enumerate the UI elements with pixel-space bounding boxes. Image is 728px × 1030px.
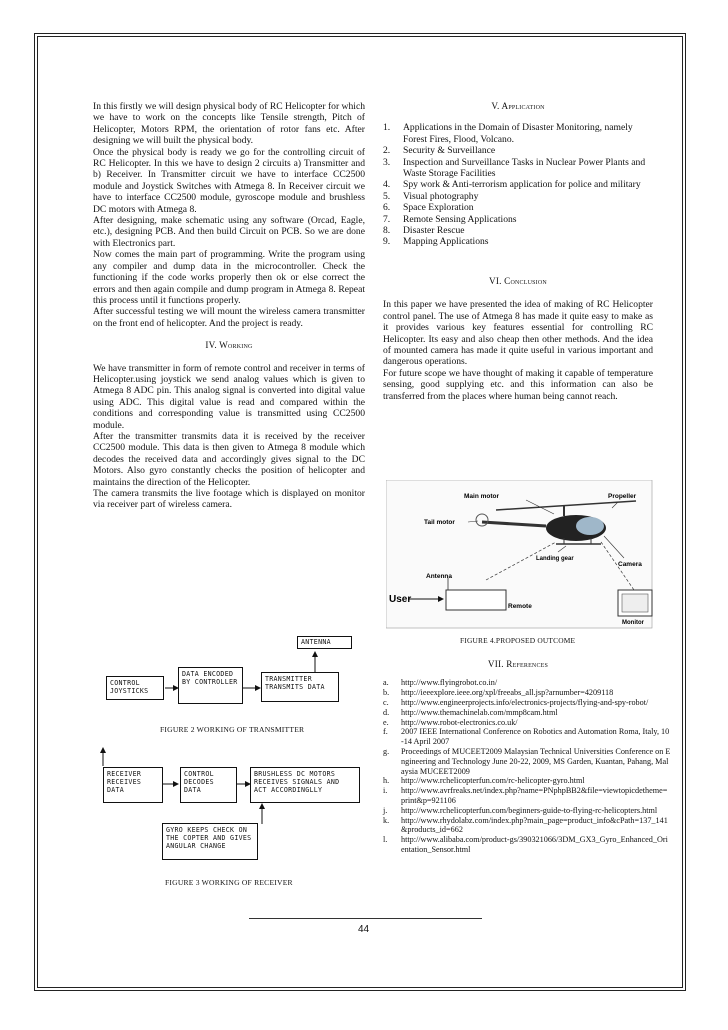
label-remote: Remote: [508, 603, 532, 610]
list-item: 9. Mapping Applications: [383, 236, 489, 248]
section-heading-application: V. Application: [491, 101, 545, 111]
label-propeller: Propeller: [608, 493, 637, 500]
receiver-box: RECEIVER RECEIVES DATA: [103, 767, 163, 803]
body-paragraph: In this firstly we will design physical body of RC Helicopter for which we have to work on the concepts like Tensile strength, Pitch of Helicopter, Motors RPM, the orientation of rotor fans etc. After designing we will built the physical body.: [93, 101, 365, 147]
gyro-box: GYRO KEEPS CHECK ON THE COPTER AND GIVES ANGULAR CHANGE: [162, 823, 258, 860]
label-main-motor: Main motor: [464, 493, 500, 500]
figure4-proposed-outcome: [386, 480, 654, 630]
body-paragraph: In this paper we have presented the idea of making of RC Helicopter control panel. The use of Atmega 8 has made it quite easy to make as it provides various key features essential for controlling RC Helicopter. Its easy and also cheap then other methods. And the idea of mounted camera has made it quite useful in various important and dangerous operations.: [383, 299, 653, 368]
figure3-caption: FIGURE 3 WORKING OF RECEIVER: [165, 878, 293, 887]
reference-item: c. http://www.engineerprojects.info/electronics-projects/flying-and-spy-robot/: [383, 698, 649, 707]
references-section: [383, 659, 671, 855]
antenna-box: ANTENNA: [297, 636, 352, 649]
body-paragraph: The camera transmits the live footage which is displayed on monitor via receiver part of wireless camera.: [93, 488, 365, 511]
reference-item: b. http://ieeexplore.ieee.org/xpl/freeabs_all.jsp?arnumber=4209118: [383, 688, 614, 698]
footer-rule: [249, 918, 482, 919]
section-heading-references: VII. References: [487, 659, 549, 669]
reference-item: l. http://www.alibaba.com/product-gs/390321066/3DM_GX3_Gyro_Enhanced_Orientation_Sensor.html: [383, 835, 668, 854]
list-item: 8. Disaster Rescue: [383, 225, 465, 237]
reference-item: j. http://www.rchelicopterfun.com/beginners-guide-to-flying-rc-helicopters.html: [383, 805, 658, 815]
reference-item: i. http://www.avrfreaks.net/index.php?name=PNphpBB2&file=viewtopicdetheme=print&p=921106: [383, 786, 668, 805]
transmitter-box: TRANSMITTER TRANSMITS DATA: [261, 672, 339, 702]
reference-item: g. Proceedings of MUCEET2009 Malaysian Technical Universities Conference on Engineering and Technology June 20-22, 2009, MS Garden, Kuantan, Pahang, Malaysia MUCEET2009: [383, 746, 671, 776]
reference-item: d. http://www.themachinelab.com/mmp8cam.html: [383, 707, 558, 717]
list-item: 3. Inspection and Surveillance Tasks in Nuclear Power Plants and Waste Storage Facilities: [383, 156, 646, 180]
data-encoded-box: DATA ENCODED BY CONTROLLER: [178, 667, 243, 704]
label-camera: Camera: [618, 561, 642, 568]
list-item: 1. Applications in the Domain of Disaster Monitoring, namely Forest Fires, Flood, Volcano.: [383, 122, 633, 145]
references-list: [383, 678, 671, 854]
control-joysticks-box: CONTROL JOYSTICKS: [106, 676, 164, 700]
list-item: 6. Space Exploration: [383, 202, 474, 214]
body-paragraph: We have transmitter in form of remote control and receiver in terms of Helicopter.using joystick we send analog values which is given to Atmega 8 ADC pin. This analog signal is converted into digital value using ADC. This digital value is read and compared within the conditions and corresponding value is transmitted using CC2500 module.: [93, 362, 365, 431]
application-list: [383, 122, 653, 247]
list-item: 4. Spy work & Anti-terrorism application for police and military: [383, 179, 641, 191]
left-column: [93, 101, 365, 511]
remote-device: [446, 590, 506, 610]
body-paragraph: For future scope we have thought of making it capable of temperature sensing, good supplying etc. and this information can also be transferred from the places where human being cannot reach.: [383, 367, 653, 402]
brushless-motors-box: BRUSHLESS DC MOTORS RECEIVES SIGNALS AND ACT ACCORDINGLLY: [250, 767, 360, 803]
figure2-caption: FIGURE 2 WORKING OF TRANSMITTER: [160, 725, 305, 734]
label-monitor: Monitor: [622, 620, 644, 626]
reference-item: k. http://www.rhydolabz.com/index.php?main_page=product_info&cPath=137_141&products_id=662: [383, 815, 668, 835]
list-item: 7. Remote Sensing Applications: [383, 213, 517, 225]
label-user: User: [389, 594, 412, 605]
label-tail-motor: Tail motor: [424, 519, 455, 526]
label-landing-gear: Landing gear: [536, 556, 574, 562]
body-paragraph: Once the physical body is ready we go for the controlling circuit of RC Helicopter. In this we have to design 2 circuits a) Transmitter and b) Receiver. In Transmitter circuit we have to interface CC2500 module and Joystick Switches with Atmega 8. In Receiver circuit we have to interface CC2500 module, gyroscope module and brushless DC motors with Atmega 8.: [93, 146, 365, 215]
body-paragraph: After successful testing we will mount the wireless camera transmitter on the front end of helicopter. And the project is ready.: [93, 306, 365, 329]
figure4-caption: FIGURE 4.PROPOSED OUTCOME: [460, 636, 576, 645]
reference-item: h. http://www.rchelicopterfun.com/rc-helicopter-gyro.html: [383, 776, 585, 786]
control-decodes-box: CONTROL DECODES DATA: [180, 767, 237, 803]
right-column: [383, 101, 653, 402]
body-paragraph: After the transmitter transmits data it is received by the receiver CC2500 module. This data is then given to Atmega 8 module which decodes the received data and accordingly gives signal to the DC Motors. Also gyro constantly checks the position of helicopter and maintains the direction of the Helicopter.: [93, 430, 365, 488]
section-heading-conclusion: VI. Conclusion: [489, 275, 547, 286]
label-antenna: Antenna: [426, 573, 452, 580]
reference-item: f. 2007 IEEE International Conference on Robotics and Automation Roma, Italy, 10-14 April 2007: [383, 727, 670, 747]
body-paragraph: After designing, make schematic using any software (Orcad, Eagle, etc.), designing PCB. And then build Circuit on PCB. So we are done with Electronics part.: [93, 215, 365, 249]
body-paragraph: Now comes the main part of programming. Write the program using any compiler and dump data in the microcontroller. Check the functioning if the code works properly then ok or else correct the errors and then again compile and dump program in Atmega 8. Repeat this process until it functions properly.: [93, 249, 365, 306]
reference-item: e. http://www.robot-electronics.co.uk/: [383, 717, 518, 727]
section-heading-working: IV. Working: [205, 340, 253, 351]
list-item: 2. Security & Surveillance: [383, 145, 496, 157]
list-item: 5. Visual photography: [383, 190, 479, 202]
reference-item: a. http://www.flyingrobot.co.in/: [383, 678, 498, 688]
page-number: 44: [358, 924, 370, 935]
